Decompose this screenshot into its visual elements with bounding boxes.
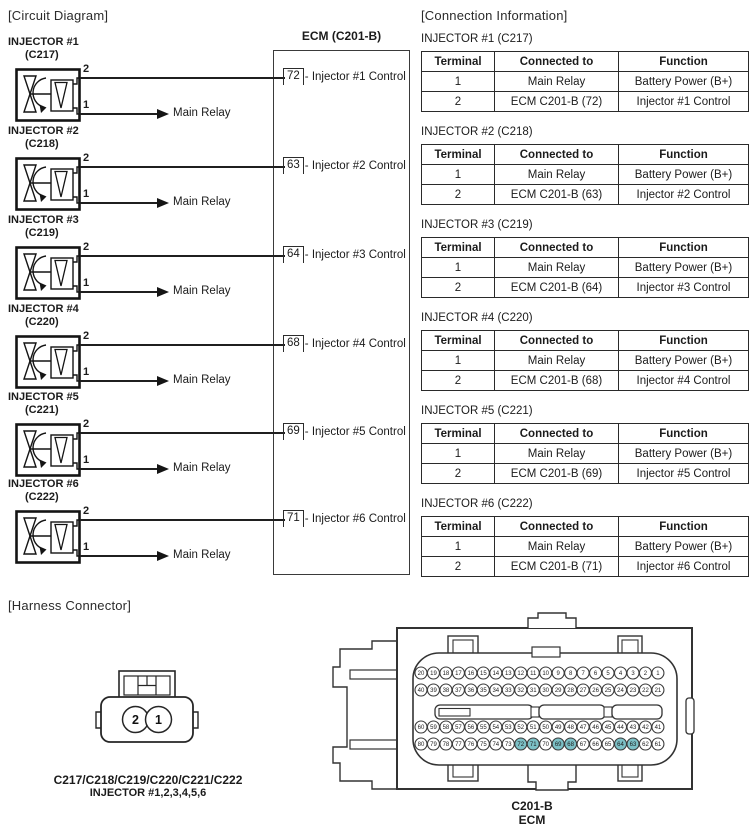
ecm-connector-pin-number-5: 5 bbox=[606, 671, 610, 678]
injector-4-relay-label: Main Relay bbox=[173, 374, 231, 386]
terminal-1-label: 1 bbox=[155, 713, 162, 727]
ecm-connector-pin-number-55: 55 bbox=[480, 725, 487, 732]
injector-6-label bbox=[8, 478, 79, 504]
injector-5-control-wire bbox=[80, 432, 285, 434]
table-cell: ECM C201-B (71) bbox=[495, 557, 619, 577]
ecm-connector-pin-number-36: 36 bbox=[467, 688, 475, 695]
table-cell: Battery Power (B+) bbox=[619, 165, 749, 185]
terminal-2-label: 2 bbox=[132, 713, 139, 727]
ecm-connector-pin-number-76: 76 bbox=[467, 742, 475, 749]
ecm-connector-pin-number-61: 61 bbox=[654, 742, 662, 749]
injector-connector-names: INJECTOR #1,2,3,4,5,6 bbox=[89, 787, 207, 799]
table-cell: Injector #1 Control bbox=[619, 92, 749, 112]
injector-4-control-wire bbox=[80, 344, 285, 346]
ecm-connector-pin-number-2: 2 bbox=[643, 671, 648, 678]
injector-1-label bbox=[8, 36, 79, 62]
ecm-pin-function-68: - Injector #4 Control bbox=[304, 338, 406, 350]
ecm-connector-pin-number-43: 43 bbox=[629, 725, 637, 732]
column-header: Terminal bbox=[422, 424, 495, 444]
injector-3-terminal-1-label: 1 bbox=[83, 277, 90, 289]
injector-2-connector-code: (C218) bbox=[25, 138, 59, 150]
table-cell: ECM C201-B (63) bbox=[495, 185, 619, 205]
injector-1-name: INJECTOR #1 bbox=[8, 36, 79, 48]
ecm-connector-pin-number-66: 66 bbox=[592, 742, 599, 749]
injector-4-terminal-2-label: 2 bbox=[83, 330, 90, 342]
ecm-pin-entry-63 bbox=[283, 157, 406, 174]
ecm-pin-function-69: - Injector #5 Control bbox=[304, 426, 406, 438]
ecm-connector-pin-number-44: 44 bbox=[617, 725, 624, 732]
injector-6-terminal-2-label: 2 bbox=[83, 505, 90, 517]
column-header: Connected to bbox=[495, 331, 619, 351]
connection-table-section-3 bbox=[421, 216, 742, 298]
connection-table-6 bbox=[421, 516, 749, 577]
ecm-connector-pin-number-10: 10 bbox=[542, 671, 550, 678]
injector-2-relay-label: Main Relay bbox=[173, 196, 231, 208]
connection-table-title-3: INJECTOR #3 (C219) bbox=[421, 219, 533, 231]
injector-6-name: INJECTOR #6 bbox=[8, 478, 79, 490]
ecm-pin-number-69: 69 bbox=[283, 423, 304, 440]
ecm-connector-pin-number-78: 78 bbox=[442, 742, 450, 749]
ecm-connector-pin-number-60: 60 bbox=[417, 725, 425, 732]
ecm-pin-number-72: 72 bbox=[283, 68, 304, 85]
table-row bbox=[422, 444, 749, 464]
table-cell: 2 bbox=[422, 371, 495, 391]
ecm-connector-pin-number-65: 65 bbox=[604, 742, 612, 749]
ecm-pin-function-63: - Injector #2 Control bbox=[304, 160, 406, 172]
ecm-pin-number-71: 71 bbox=[283, 510, 304, 527]
ecm-connector-pin-number-22: 22 bbox=[642, 688, 649, 695]
harness-connector-header: [Harness Connector] bbox=[8, 598, 132, 613]
ecm-connector-code: C201-B bbox=[511, 799, 553, 813]
column-header: Connected to bbox=[495, 238, 619, 258]
table-cell: Battery Power (B+) bbox=[619, 72, 749, 92]
ecm-pin-function-71: - Injector #6 Control bbox=[304, 513, 406, 525]
column-header: Function bbox=[619, 517, 749, 537]
injector-connector-caption bbox=[10, 773, 286, 800]
ecm-connector-pin-number-29: 29 bbox=[554, 688, 562, 695]
injector-6-relay-arrowhead bbox=[157, 551, 169, 561]
injector-5-relay-arrowhead bbox=[157, 464, 169, 474]
ecm-connector-pin-number-13: 13 bbox=[504, 671, 512, 678]
ecm-connector-pin-number-3: 3 bbox=[631, 671, 635, 678]
ecm-pin-entry-69 bbox=[283, 423, 406, 440]
injector-6-symbol bbox=[15, 510, 81, 569]
ecm-pin-entry-64 bbox=[283, 246, 406, 263]
ecm-connector-pin-number-64: 64 bbox=[617, 742, 624, 749]
table-cell: 1 bbox=[422, 351, 495, 371]
ecm-connector-pin-number-8: 8 bbox=[568, 671, 573, 678]
injector-1-connector-code: (C217) bbox=[25, 49, 59, 61]
connection-table-5 bbox=[421, 423, 749, 484]
table-cell: ECM C201-B (69) bbox=[495, 464, 619, 484]
injector-4-label bbox=[8, 303, 79, 329]
ecm-connector-caption bbox=[432, 799, 632, 827]
injector-4-connector-code: (C220) bbox=[25, 316, 59, 328]
connection-table-title-4: INJECTOR #4 (C220) bbox=[421, 312, 533, 324]
ecm-connector-pin-number-48: 48 bbox=[567, 725, 574, 732]
ecm-pin-number-68: 68 bbox=[283, 335, 304, 352]
ecm-connector-pin-number-72: 72 bbox=[517, 742, 525, 749]
injector-4-terminal-1-label: 1 bbox=[83, 366, 90, 378]
injector-3-symbol bbox=[15, 246, 81, 305]
ecm-connector-pin-number-62: 62 bbox=[642, 742, 649, 749]
ecm-connector-pin-number-19: 19 bbox=[430, 671, 437, 678]
ecm-connector-pin-number-33: 33 bbox=[504, 688, 512, 695]
ecm-connector-pin-number-57: 57 bbox=[455, 725, 462, 732]
injector-2-control-wire bbox=[80, 166, 285, 168]
table-row bbox=[422, 72, 749, 92]
ecm-connector-pin-number-25: 25 bbox=[604, 688, 612, 695]
ecm-connector-pin-number-34: 34 bbox=[492, 688, 500, 695]
connection-table-3 bbox=[421, 237, 749, 298]
column-header: Function bbox=[619, 52, 749, 72]
connection-table-title-2: INJECTOR #2 (C218) bbox=[421, 126, 533, 138]
table-cell: Main Relay bbox=[495, 258, 619, 278]
table-cell: Main Relay bbox=[495, 165, 619, 185]
injector-5-connector-code: (C221) bbox=[25, 404, 59, 416]
table-row bbox=[422, 464, 749, 484]
ecm-connector-pin-number-59: 59 bbox=[430, 725, 437, 732]
ecm-pin-entry-68 bbox=[283, 335, 406, 352]
column-header: Connected to bbox=[495, 517, 619, 537]
ecm-connector-pin-number-54: 54 bbox=[492, 725, 500, 732]
ecm-box-title: ECM (C201-B) bbox=[301, 29, 382, 43]
connection-table-4 bbox=[421, 330, 749, 391]
ecm-connector-pin-number-77: 77 bbox=[455, 742, 462, 749]
table-cell: Injector #6 Control bbox=[619, 557, 749, 577]
ecm-connector-name: ECM bbox=[518, 813, 546, 827]
ecm-box bbox=[273, 50, 410, 575]
table-cell: Injector #5 Control bbox=[619, 464, 749, 484]
ecm-pin-number-64: 64 bbox=[283, 246, 304, 263]
ecm-connector-pin-number-11: 11 bbox=[530, 671, 537, 678]
column-header: Connected to bbox=[495, 424, 619, 444]
ecm-connector-bracket bbox=[333, 641, 397, 789]
injector-3-label bbox=[8, 214, 79, 240]
column-header: Connected to bbox=[495, 52, 619, 72]
injector-2-name: INJECTOR #2 bbox=[8, 125, 79, 137]
circuit-diagram-header: [Circuit Diagram] bbox=[8, 8, 109, 23]
injector-1-terminal-2-label: 2 bbox=[83, 63, 90, 75]
ecm-connector-pin-number-71: 71 bbox=[529, 742, 537, 749]
injector-5-terminal-2-label: 2 bbox=[83, 418, 90, 430]
injector-4-relay-arrowhead bbox=[157, 376, 169, 386]
injector-6-connector-code: (C222) bbox=[25, 491, 59, 503]
table-cell: Battery Power (B+) bbox=[619, 351, 749, 371]
injector-1-relay-wire bbox=[80, 113, 158, 115]
ecm-connector-pin-number-56: 56 bbox=[467, 725, 475, 732]
ecm-connector-pin-number-24: 24 bbox=[617, 688, 624, 695]
ecm-connector-pin-number-75: 75 bbox=[480, 742, 487, 749]
injector-6-terminal-1-label: 1 bbox=[83, 541, 90, 553]
table-cell: 2 bbox=[422, 557, 495, 577]
ecm-connector-pin-number-52: 52 bbox=[517, 725, 525, 732]
table-row bbox=[422, 371, 749, 391]
injector-5-name: INJECTOR #5 bbox=[8, 391, 79, 403]
ecm-connector-pin-number-32: 32 bbox=[517, 688, 525, 695]
connection-information-header: [Connection Information] bbox=[421, 8, 568, 23]
ecm-connector-pin-number-45: 45 bbox=[604, 725, 612, 732]
injector-5-terminal-1-label: 1 bbox=[83, 454, 90, 466]
ecm-connector-pin-number-30: 30 bbox=[542, 688, 550, 695]
ecm-connector-key-slots bbox=[435, 705, 662, 719]
table-row bbox=[422, 165, 749, 185]
ecm-connector-pin-number-35: 35 bbox=[480, 688, 487, 695]
table-cell: 1 bbox=[422, 72, 495, 92]
table-cell: 1 bbox=[422, 537, 495, 557]
ecm-connector-pin-number-37: 37 bbox=[455, 688, 462, 695]
injector-4-symbol bbox=[15, 335, 81, 394]
connection-table-title-5: INJECTOR #5 (C221) bbox=[421, 405, 533, 417]
connection-table-section-2 bbox=[421, 123, 742, 205]
ecm-connector-pin-number-53: 53 bbox=[504, 725, 512, 732]
connector-top-housing bbox=[119, 671, 175, 700]
table-cell: Battery Power (B+) bbox=[619, 537, 749, 557]
table-cell: ECM C201-B (72) bbox=[495, 92, 619, 112]
ecm-connector-pin-number-49: 49 bbox=[554, 725, 562, 732]
ecm-connector-pin-number-46: 46 bbox=[592, 725, 599, 732]
ecm-connector-pin-number-20: 20 bbox=[417, 671, 425, 678]
table-row bbox=[422, 258, 749, 278]
column-header: Terminal bbox=[422, 331, 495, 351]
table-cell: Injector #4 Control bbox=[619, 371, 749, 391]
table-row bbox=[422, 92, 749, 112]
injector-5-relay-label: Main Relay bbox=[173, 462, 231, 474]
connection-table-2 bbox=[421, 144, 749, 205]
column-header: Terminal bbox=[422, 52, 495, 72]
table-cell: ECM C201-B (68) bbox=[495, 371, 619, 391]
table-cell: 2 bbox=[422, 464, 495, 484]
table-cell: Battery Power (B+) bbox=[619, 444, 749, 464]
table-cell: Main Relay bbox=[495, 72, 619, 92]
injector-2-relay-wire bbox=[80, 202, 158, 204]
ecm-connector-pin-number-26: 26 bbox=[592, 688, 599, 695]
injector-1-symbol bbox=[15, 68, 81, 127]
table-cell: Battery Power (B+) bbox=[619, 258, 749, 278]
connection-table-section-1 bbox=[421, 30, 742, 112]
table-row bbox=[422, 557, 749, 577]
injector-3-relay-arrowhead bbox=[157, 287, 169, 297]
column-header: Terminal bbox=[422, 517, 495, 537]
table-cell: Injector #2 Control bbox=[619, 185, 749, 205]
ecm-connector-pin-number-7: 7 bbox=[581, 671, 585, 678]
injector-2-terminal-2-label: 2 bbox=[83, 152, 90, 164]
ecm-pin-function-72: - Injector #1 Control bbox=[304, 71, 406, 83]
table-row bbox=[422, 278, 749, 298]
ecm-connector-pin-number-39: 39 bbox=[430, 688, 437, 695]
ecm-pin-number-63: 63 bbox=[283, 157, 304, 174]
ecm-connector-pin-number-17: 17 bbox=[455, 671, 462, 678]
connection-table-1 bbox=[421, 51, 749, 112]
ecm-connector-pin-number-63: 63 bbox=[629, 742, 637, 749]
injector-5-label bbox=[8, 391, 79, 417]
connection-table-title-1: INJECTOR #1 (C217) bbox=[421, 33, 533, 45]
ecm-connector-pin-number-68: 68 bbox=[567, 742, 574, 749]
injector-6-relay-wire bbox=[80, 555, 158, 557]
ecm-connector-pin-number-40: 40 bbox=[417, 688, 425, 695]
column-header: Connected to bbox=[495, 145, 619, 165]
ecm-connector-pin-number-50: 50 bbox=[542, 725, 550, 732]
column-header: Function bbox=[619, 238, 749, 258]
ecm-connector-pin-number-9: 9 bbox=[556, 671, 560, 678]
table-cell: 2 bbox=[422, 185, 495, 205]
injector-2-terminal-1-label: 1 bbox=[83, 188, 90, 200]
ecm-connector-pin-number-27: 27 bbox=[579, 688, 587, 695]
ecm-connector-pin-number-38: 38 bbox=[442, 688, 450, 695]
connector-body bbox=[96, 697, 198, 742]
ecm-connector-pin-number-79: 79 bbox=[430, 742, 437, 749]
ecm-connector-pin-number-74: 74 bbox=[492, 742, 500, 749]
table-cell: 1 bbox=[422, 444, 495, 464]
ecm-pin-entry-72 bbox=[283, 68, 406, 85]
injector-6-control-wire bbox=[80, 519, 285, 521]
table-cell: Main Relay bbox=[495, 351, 619, 371]
connection-table-title-6: INJECTOR #6 (C222) bbox=[421, 498, 533, 510]
injector-3-name: INJECTOR #3 bbox=[8, 214, 79, 226]
ecm-connector-pin-number-12: 12 bbox=[517, 671, 525, 678]
injector-1-control-wire bbox=[80, 77, 285, 79]
ecm-connector-pin-number-70: 70 bbox=[542, 742, 550, 749]
ecm-connector-pin-number-14: 14 bbox=[492, 671, 500, 678]
ecm-connector-pin-number-16: 16 bbox=[467, 671, 475, 678]
ecm-connector-drawing bbox=[332, 612, 712, 798]
ecm-connector-pin-number-31: 31 bbox=[529, 688, 537, 695]
ecm-connector-pin-number-23: 23 bbox=[629, 688, 637, 695]
ecm-pin-entry-71 bbox=[283, 510, 406, 527]
table-row bbox=[422, 537, 749, 557]
ecm-connector-pin-number-4: 4 bbox=[618, 671, 623, 678]
ecm-pin-function-64: - Injector #3 Control bbox=[304, 249, 406, 261]
ecm-connector-pin-number-21: 21 bbox=[654, 688, 662, 695]
table-cell: 2 bbox=[422, 278, 495, 298]
injector-connector-drawing bbox=[95, 662, 199, 748]
ecm-connector-pin-number-67: 67 bbox=[579, 742, 587, 749]
injector-6-relay-label: Main Relay bbox=[173, 549, 231, 561]
ecm-connector-pin-number-58: 58 bbox=[442, 725, 450, 732]
table-row bbox=[422, 185, 749, 205]
injector-3-relay-label: Main Relay bbox=[173, 285, 231, 297]
column-header: Terminal bbox=[422, 145, 495, 165]
injector-3-relay-wire bbox=[80, 291, 158, 293]
injector-3-control-wire bbox=[80, 255, 285, 257]
injector-2-symbol bbox=[15, 157, 81, 216]
ecm-connector-pin-number-42: 42 bbox=[642, 725, 649, 732]
table-cell: ECM C201-B (64) bbox=[495, 278, 619, 298]
injector-2-relay-arrowhead bbox=[157, 198, 169, 208]
injector-4-name: INJECTOR #4 bbox=[8, 303, 79, 315]
ecm-connector-pin-number-73: 73 bbox=[504, 742, 512, 749]
injector-1-terminal-1-label: 1 bbox=[83, 99, 90, 111]
ecm-connector-housing bbox=[397, 613, 694, 790]
injector-2-label bbox=[8, 125, 79, 151]
injector-1-relay-label: Main Relay bbox=[173, 107, 231, 119]
table-cell: 1 bbox=[422, 165, 495, 185]
injector-5-relay-wire bbox=[80, 468, 158, 470]
table-cell: Main Relay bbox=[495, 537, 619, 557]
ecm-connector-pin-number-28: 28 bbox=[567, 688, 574, 695]
connection-table-section-5 bbox=[421, 402, 742, 484]
table-row bbox=[422, 351, 749, 371]
table-cell: Injector #3 Control bbox=[619, 278, 749, 298]
injector-3-terminal-2-label: 2 bbox=[83, 241, 90, 253]
table-cell: 1 bbox=[422, 258, 495, 278]
connection-table-section-6 bbox=[421, 495, 742, 577]
ecm-connector-pin-number-18: 18 bbox=[442, 671, 450, 678]
ecm-connector-pin-number-41: 41 bbox=[654, 725, 662, 732]
injector-4-relay-wire bbox=[80, 380, 158, 382]
injector-1-relay-arrowhead bbox=[157, 109, 169, 119]
ecm-connector-pin-number-15: 15 bbox=[480, 671, 487, 678]
injector-3-connector-code: (C219) bbox=[25, 227, 59, 239]
table-cell: Main Relay bbox=[495, 444, 619, 464]
injector-5-symbol bbox=[15, 423, 81, 482]
column-header: Function bbox=[619, 145, 749, 165]
injector-connector-codes: C217/C218/C219/C220/C221/C222 bbox=[53, 773, 243, 787]
ecm-connector-pin-number-47: 47 bbox=[579, 725, 587, 732]
ecm-connector-pin-number-51: 51 bbox=[529, 725, 537, 732]
connection-table-section-4 bbox=[421, 309, 742, 391]
column-header: Terminal bbox=[422, 238, 495, 258]
column-header: Function bbox=[619, 424, 749, 444]
table-cell: 2 bbox=[422, 92, 495, 112]
column-header: Function bbox=[619, 331, 749, 351]
ecm-connector-pin-number-80: 80 bbox=[417, 742, 425, 749]
ecm-connector-pin-number-6: 6 bbox=[593, 671, 598, 678]
ecm-connector-pin-number-1: 1 bbox=[656, 671, 660, 678]
ecm-connector-pin-number-69: 69 bbox=[554, 742, 562, 749]
